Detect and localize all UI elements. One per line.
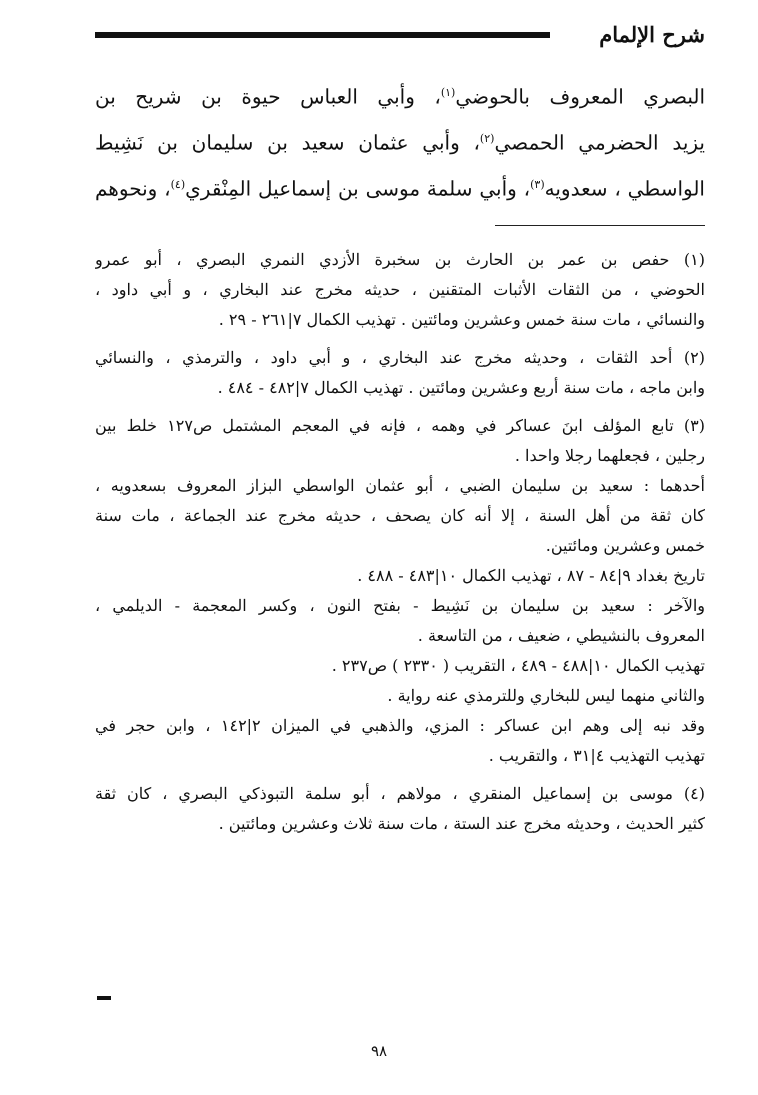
footnote-line: رجلين ، فجعلهما رجلا واحدا .	[514, 446, 705, 465]
main-line-3-mid: ، وأبي سلمة موسى بن إسماعيل المِنْقري	[185, 176, 531, 201]
footnote-line: والآخر : سعيد بن سليمان بن نَشِيط - بفتح النون ، وكسر المعجمة - الديلمي ،	[95, 596, 705, 615]
footnote-line: كثير الحديث ، وحديثه مخرج عند الستة ، مات سنة ثلاث وعشرين ومائتين .	[218, 814, 705, 833]
footnote-ref-4[interactable]: (٤)	[170, 178, 186, 191]
footnote-line: خمس وعشرين ومائتين.	[545, 536, 705, 555]
page-number: ٩٨	[370, 1042, 388, 1060]
footnote-gap	[95, 335, 705, 343]
footnote-line: أحدهما : سعيد بن سليمان الضبي ، أبو عثمان الواسطي البزاز المعروف بسعدويه ،	[95, 476, 705, 495]
footnote-line: (٢) أحد الثقات ، وحديثه مخرج عند البخاري ، و أبي داود ، والترمذي ، والنسائي	[95, 348, 705, 367]
main-text	[95, 70, 705, 208]
footnote-line: تاريخ بغداد ٩|٨٤ - ٨٧ ، تهذيب الكمال ١٠|٤٨٣ - ٤٨٨ .	[357, 566, 705, 585]
main-line-1-rest: ، وأبي العباس حيوة بن شريح بن	[95, 84, 441, 109]
footnote-separator	[495, 225, 705, 226]
continuation-dash	[97, 996, 111, 1000]
footnote-ref-2[interactable]: (٢)	[479, 132, 495, 145]
header-title: شرح الإلمام	[599, 22, 705, 47]
footnote-gap	[95, 403, 705, 411]
footnote-ref-3[interactable]: (٣)	[530, 178, 545, 191]
main-line-1	[95, 70, 705, 116]
footnote-line: (١) حفص بن عمر بن الحارث بن سخبرة الأزدي النمري البصري ، أبو عمرو	[95, 250, 705, 269]
footnote-line: وابن ماجه ، مات سنة أربع وعشرين ومائتين . تهذيب الكمال ٧|٤٨٢ - ٤٨٤ .	[217, 378, 705, 397]
footnote-line: (٤) موسى بن إسماعيل المنقري ، مولاهم ، أبو سلمة التبوذكي البصري ، كان ثقة	[95, 784, 705, 803]
header-rule	[95, 32, 550, 38]
main-line-3-text: الواسطي ، سعدويه	[544, 176, 705, 201]
footnote-line: (٣) تابع المؤلف ابنَ عساكر في وهمه ، فإنه في المعجم المشتمل ص١٢٧ خلط بين	[95, 416, 705, 435]
footnote-line: والثاني منهما ليس للبخاري وللترمذي عنه رواية .	[387, 686, 705, 705]
footnote-line: وقد نبه إلى وهم ابن عساكر : المزي، والذهبي في الميزان ٢|١٤٢ ، وابن حجر في	[95, 716, 705, 735]
main-line-2	[95, 116, 705, 162]
footnote-line: تهذيب التهذيب ٤|٣١ ، والتقريب .	[488, 746, 705, 765]
footnotes	[95, 245, 705, 839]
footnote-gap	[95, 771, 705, 779]
main-line-2-text: يزيد الحضرمي الحمصي	[494, 130, 705, 155]
footnote-line: الحوضي ، من الثقات الأثبات المتقنين ، حديثه مخرج عند البخاري ، و أبي داود ،	[95, 280, 705, 299]
footnote-ref-1[interactable]: (١)	[440, 86, 456, 99]
main-line-2-rest: ، وأبي عثمان سعيد بن سليمان بن نَشِيط	[95, 130, 480, 155]
running-header	[95, 18, 705, 58]
footnote-line: والنسائي ، مات سنة خمس وعشرين ومائتين . تهذيب الكمال ٧|٢٦١ - ٢٩ .	[218, 310, 705, 329]
main-line-1-text: البصري المعروف بالحوضي	[455, 84, 706, 109]
main-line-3-rest: ، ونحوهم	[95, 176, 171, 201]
footnote-line: تهذيب الكمال ١٠|٤٨٨ - ٤٨٩ ، التقريب ( ٢٣٣٠ ) ص٢٣٧ .	[331, 656, 705, 675]
footnote-line: كان ثقة من أهل السنة ، إلا أنه كان يصحف ، حديثه مخرج عند الجماعة ، مات سنة	[95, 506, 705, 525]
footnote-line: المعروف بالنشيطي ، ضعيف ، من التاسعة .	[417, 626, 705, 645]
main-line-3	[95, 162, 705, 208]
